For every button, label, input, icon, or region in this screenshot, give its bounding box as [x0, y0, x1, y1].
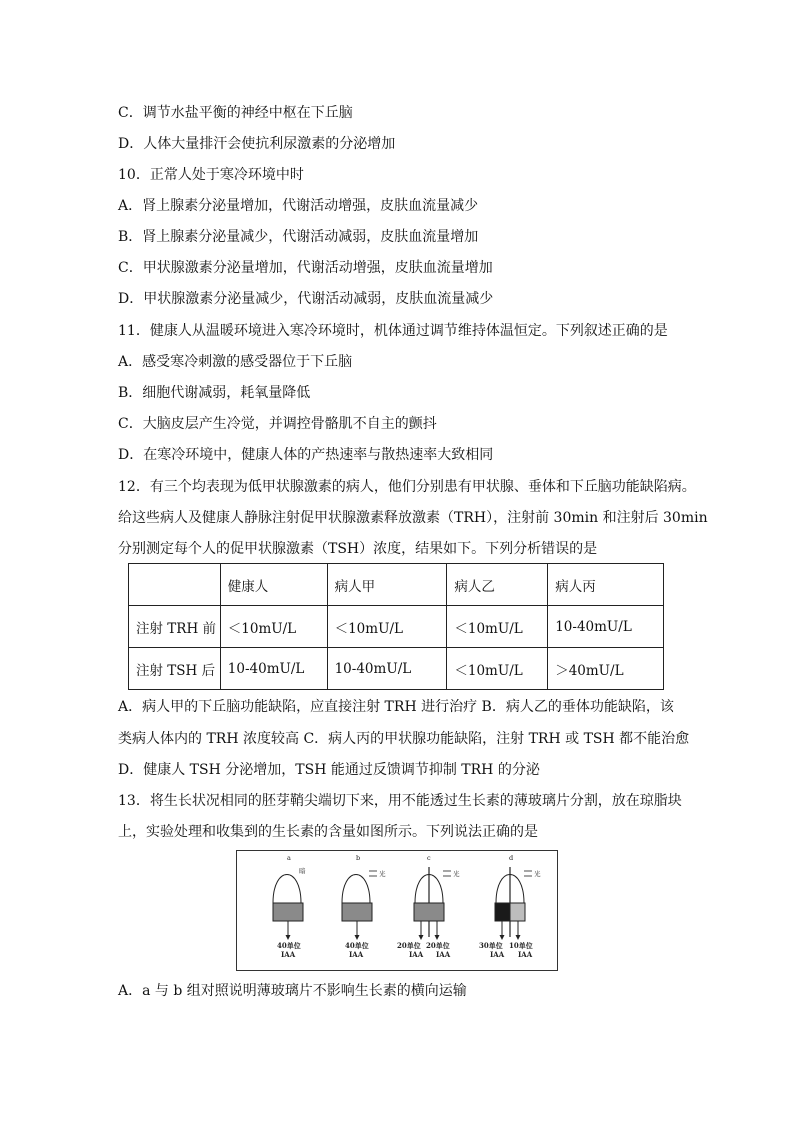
agar-block-right [510, 903, 525, 921]
option-12bc: 类病人体内的 TRH 浓度较高 C．病人丙的甲状腺功能缺陷，注射 TRH 或 TSH 都不能治愈 [118, 731, 690, 747]
question-13-line1: 13．将生长状况相同的胚芽鞘尖端切下来，用不能透过生长素的薄玻璃片分割，放在琼脂块 [118, 793, 682, 809]
coleoptile-figure [236, 850, 558, 971]
option-10c: C．甲状腺激素分泌量增加，代谢活动增强，皮肤血流量增加 [118, 260, 493, 276]
option-11a: A．感受寒冷刺激的感受器位于下丘脑 [118, 354, 353, 370]
coleoptile-diagram [237, 851, 557, 970]
table-cell: ＞40mU/L [548, 648, 664, 690]
table-cell: ＜10mU/L [447, 606, 548, 648]
option-9d: D．人体大量排汗会使抗利尿激素的分泌增加 [118, 136, 396, 152]
agar-block [273, 903, 303, 921]
question-12-line1: 12．有三个均表现为低甲状腺激素的病人，他们分别患有甲状腺、垂体和下丘脑功能缺陷病。 [118, 479, 696, 495]
agar-block-left [495, 903, 510, 921]
option-10b: B．肾上腺素分泌量减少，代谢活动减弱，皮肤血流量增加 [118, 229, 479, 245]
option-10d: D．甲状腺激素分泌量减少，代谢活动减弱，皮肤血流量减少 [118, 291, 494, 307]
question-12-line2: 给这些病人及健康人静脉注射促甲状腺激素释放激素（TRH），注射前 30min 和注射后 30min [118, 510, 708, 526]
table-header-row [129, 564, 664, 606]
group-letter: b [356, 854, 361, 862]
table-row [129, 606, 664, 648]
value-label: 40单位 [345, 941, 369, 950]
group-c [397, 854, 460, 959]
option-12d: D．健康人 TSH 分泌增加，TSH 能通过反馈调节抑制 TRH 的分泌 [118, 762, 540, 778]
group-letter: a [287, 854, 291, 862]
table-cell: ＜10mU/L [327, 606, 447, 648]
group-a [273, 854, 306, 959]
agar-block [414, 903, 444, 921]
condition-label: 光 [379, 870, 386, 878]
table-header-cell: 病人甲 [327, 564, 447, 606]
question-13-line2: 上，实验处理和收集到的生长素的含量如图所示。下列说法正确的是 [118, 824, 538, 840]
table-cell: 10-40mU/L [327, 648, 447, 690]
unit-label: IAA [409, 950, 424, 959]
table-cell: 10-40mU/L [548, 606, 664, 648]
option-10a: A．肾上腺素分泌量增加，代谢活动增强，皮肤血流量减少 [118, 198, 479, 214]
group-b [342, 854, 386, 959]
table-header-cell: 病人乙 [447, 564, 548, 606]
question-12-line3: 分别测定每个人的促甲状腺激素（TSH）浓度，结果如下。下列分析错误的是 [118, 541, 598, 557]
table-cell: ＜10mU/L [447, 648, 548, 690]
table-header-cell: 健康人 [220, 564, 327, 606]
unit-label: IAA [436, 950, 451, 959]
table-cell: 注射 TRH 前 [129, 606, 221, 648]
unit-label: IAA [281, 950, 296, 959]
unit-label: IAA [490, 950, 505, 959]
question-10: 10．正常人处于寒冷环境中时 [118, 167, 304, 183]
option-13a: A．a 与 b 组对照说明薄玻璃片不影响生长素的横向运输 [118, 983, 467, 999]
option-11d: D．在寒冷环境中，健康人体的产热速率与散热速率大致相同 [118, 447, 494, 463]
table-cell: 注射 TSH 后 [129, 648, 221, 690]
group-letter: c [427, 854, 431, 862]
group-d [479, 854, 541, 959]
group-letter: d [509, 854, 514, 862]
value-label: 20单位 [397, 941, 421, 950]
value-label: 10单位 [509, 941, 533, 950]
table-header-cell [129, 564, 221, 606]
unit-label: IAA [349, 950, 364, 959]
option-11b: B．细胞代谢减弱，耗氧量降低 [118, 385, 311, 401]
option-9c: C．调节水盐平衡的神经中枢在下丘脑 [118, 105, 353, 121]
condition-label: 光 [453, 870, 460, 878]
tsh-results-table [128, 563, 664, 690]
table-header-cell: 病人丙 [548, 564, 664, 606]
condition-label: 光 [534, 870, 541, 878]
question-11: 11．健康人从温暖环境进入寒冷环境时，机体通过调节维持体温恒定。下列叙述正确的是 [118, 323, 668, 339]
condition-label: 暗 [299, 867, 306, 875]
table-cell: 10-40mU/L [220, 648, 327, 690]
option-12ab: A．病人甲的下丘脑功能缺陷，应直接注射 TRH 进行治疗 B．病人乙的垂体功能缺陷，该 [118, 699, 674, 715]
value-label: 30单位 [479, 941, 503, 950]
table-cell: ＜10mU/L [220, 606, 327, 648]
table-row [129, 648, 664, 690]
value-label: 40单位 [277, 941, 301, 950]
value-label: 20单位 [426, 941, 450, 950]
agar-block [342, 903, 372, 921]
unit-label: IAA [518, 950, 533, 959]
option-11c: C．大脑皮层产生冷觉，并调控骨骼肌不自主的颤抖 [118, 416, 437, 432]
